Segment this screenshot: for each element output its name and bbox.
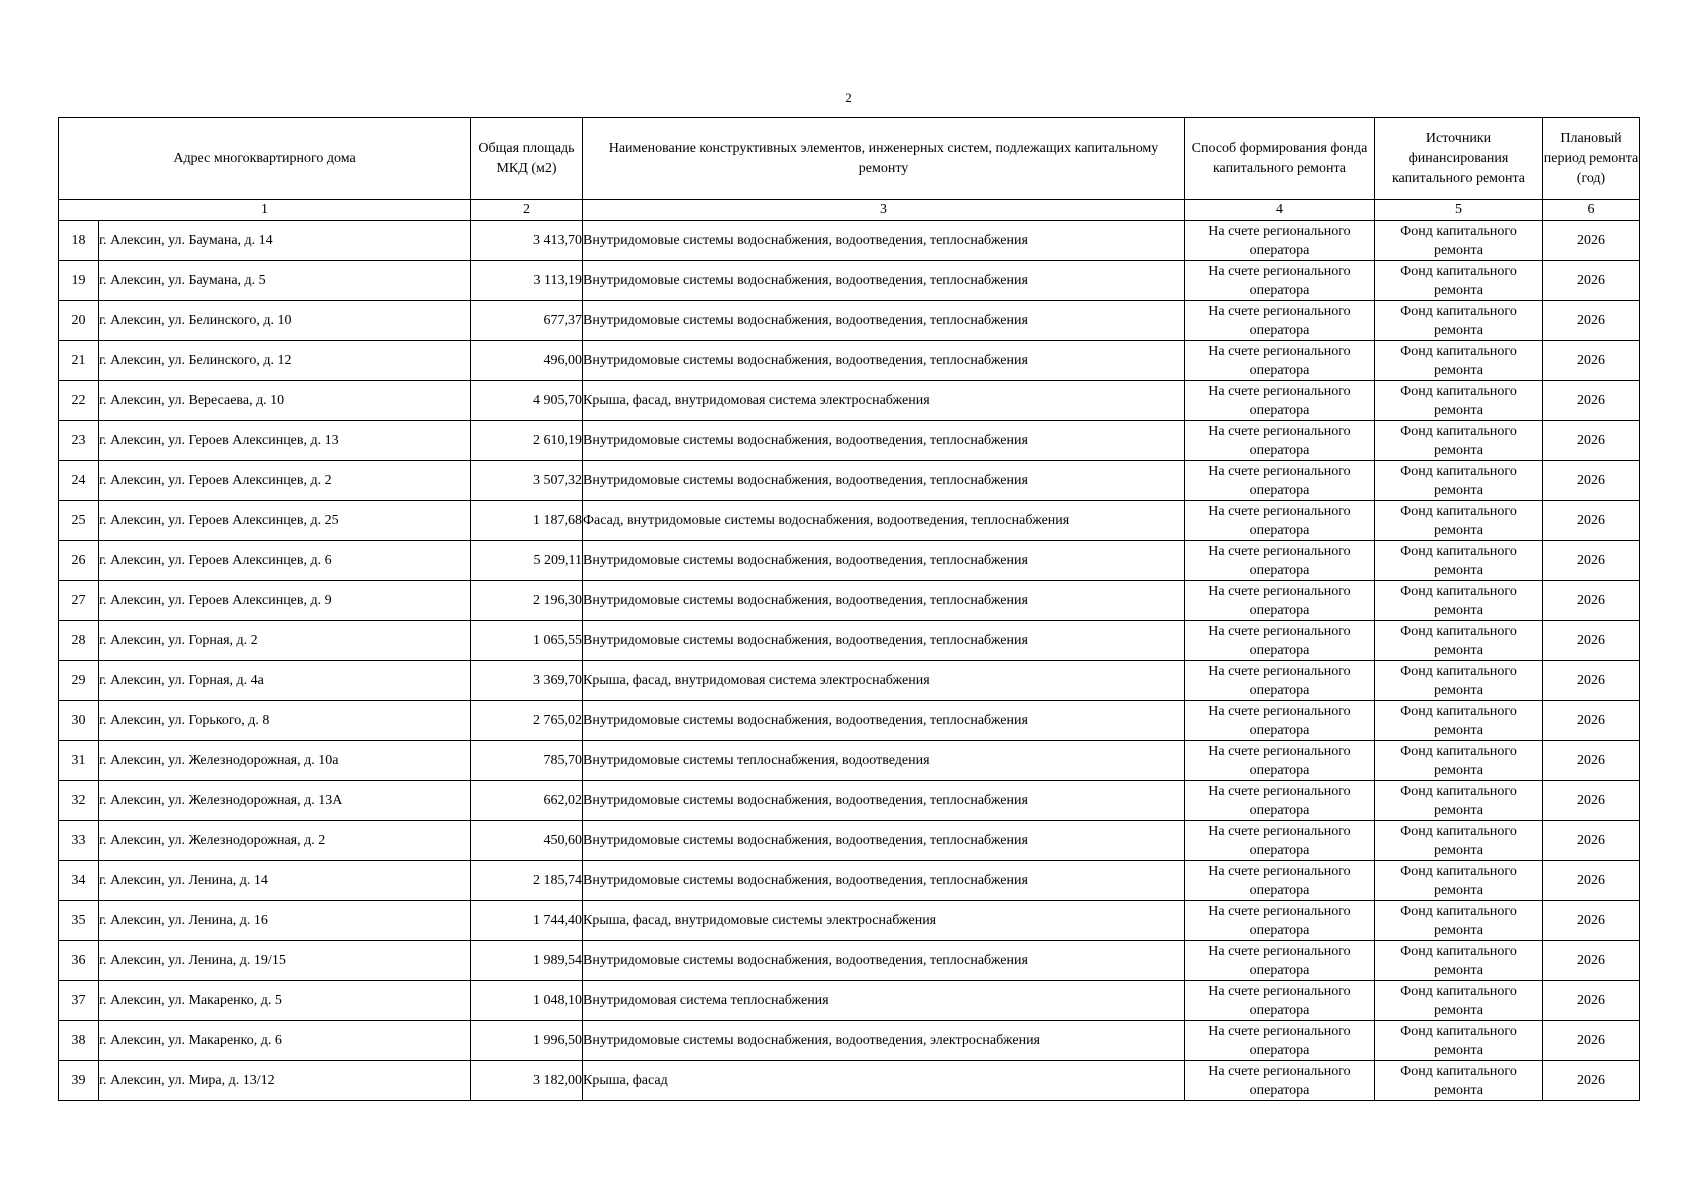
- page-number: 2: [845, 90, 852, 105]
- row-area: 2 765,02: [471, 701, 583, 741]
- table-row: [59, 541, 1640, 581]
- row-method: На счете регионального оператора: [1185, 301, 1375, 341]
- row-source: Фонд капитального ремонта: [1375, 301, 1543, 341]
- row-address: г. Алексин, ул. Железнодорожная, д. 10а: [99, 741, 471, 781]
- row-number: 18: [59, 221, 99, 261]
- table-row: [59, 941, 1640, 981]
- table-row: [59, 661, 1640, 701]
- row-area: 2 610,19: [471, 421, 583, 461]
- row-source: Фонд капитального ремонта: [1375, 381, 1543, 421]
- row-source: Фонд капитального ремонта: [1375, 541, 1543, 581]
- row-area: 1 996,50: [471, 1021, 583, 1061]
- row-number: 35: [59, 901, 99, 941]
- row-number: 29: [59, 661, 99, 701]
- row-method: На счете регионального оператора: [1185, 781, 1375, 821]
- row-source: Фонд капитального ремонта: [1375, 501, 1543, 541]
- row-address: г. Алексин, ул. Героев Алексинцев, д. 9: [99, 581, 471, 621]
- row-area: 2 196,30: [471, 581, 583, 621]
- row-method: На счете регионального оператора: [1185, 941, 1375, 981]
- row-number: 32: [59, 781, 99, 821]
- row-area: 3 369,70: [471, 661, 583, 701]
- table-row: [59, 781, 1640, 821]
- row-method: На счете регионального оператора: [1185, 661, 1375, 701]
- row-year: 2026: [1543, 661, 1640, 701]
- row-method: На счете регионального оператора: [1185, 701, 1375, 741]
- row-year: 2026: [1543, 941, 1640, 981]
- row-source: Фонд капитального ремонта: [1375, 1021, 1543, 1061]
- row-area: 1 989,54: [471, 941, 583, 981]
- row-source: Фонд капитального ремонта: [1375, 621, 1543, 661]
- table-row: [59, 461, 1640, 501]
- row-method: На счете регионального оператора: [1185, 501, 1375, 541]
- row-address: г. Алексин, ул. Героев Алексинцев, д. 25: [99, 501, 471, 541]
- row-method: На счете регионального оператора: [1185, 341, 1375, 381]
- row-area: 2 185,74: [471, 861, 583, 901]
- row-method: На счете регионального оператора: [1185, 381, 1375, 421]
- row-year: 2026: [1543, 221, 1640, 261]
- row-method: На счете регионального оператора: [1185, 621, 1375, 661]
- row-area: 3 413,70: [471, 221, 583, 261]
- row-area: 3 182,00: [471, 1061, 583, 1101]
- table-row: [59, 301, 1640, 341]
- row-address: г. Алексин, ул. Железнодорожная, д. 2: [99, 821, 471, 861]
- row-number: 24: [59, 461, 99, 501]
- row-number: 31: [59, 741, 99, 781]
- row-year: 2026: [1543, 581, 1640, 621]
- row-area: 5 209,11: [471, 541, 583, 581]
- row-number: 21: [59, 341, 99, 381]
- row-year: 2026: [1543, 821, 1640, 861]
- row-number: 23: [59, 421, 99, 461]
- row-method: На счете регионального оператора: [1185, 861, 1375, 901]
- row-address: г. Алексин, ул. Белинского, д. 10: [99, 301, 471, 341]
- row-year: 2026: [1543, 981, 1640, 1021]
- row-elements: Внутридомовая система теплоснабжения: [583, 981, 1185, 1021]
- row-source: Фонд капитального ремонта: [1375, 741, 1543, 781]
- row-source: Фонд капитального ремонта: [1375, 981, 1543, 1021]
- row-number: 19: [59, 261, 99, 301]
- row-source: Фонд капитального ремонта: [1375, 821, 1543, 861]
- row-method: На счете регионального оператора: [1185, 1061, 1375, 1101]
- row-number: 28: [59, 621, 99, 661]
- header-address: Адрес многоквартирного дома: [59, 118, 471, 200]
- row-elements: Внутридомовые системы водоснабжения, водоотведения, теплоснабжения: [583, 701, 1185, 741]
- table-row: [59, 341, 1640, 381]
- row-elements: Внутридомовые системы водоснабжения, водоотведения, теплоснабжения: [583, 581, 1185, 621]
- row-area: 785,70: [471, 741, 583, 781]
- row-method: На счете регионального оператора: [1185, 261, 1375, 301]
- row-year: 2026: [1543, 781, 1640, 821]
- row-area: 3 507,32: [471, 461, 583, 501]
- row-year: 2026: [1543, 621, 1640, 661]
- table-row: [59, 621, 1640, 661]
- row-elements: Внутридомовые системы водоснабжения, водоотведения, теплоснабжения: [583, 821, 1185, 861]
- row-area: 662,02: [471, 781, 583, 821]
- row-source: Фонд капитального ремонта: [1375, 421, 1543, 461]
- row-year: 2026: [1543, 741, 1640, 781]
- row-number: 36: [59, 941, 99, 981]
- table-row: [59, 581, 1640, 621]
- row-source: Фонд капитального ремонта: [1375, 341, 1543, 381]
- row-area: 1 744,40: [471, 901, 583, 941]
- row-number: 20: [59, 301, 99, 341]
- row-elements: Внутридомовые системы водоснабжения, водоотведения, теплоснабжения: [583, 781, 1185, 821]
- row-source: Фонд капитального ремонта: [1375, 581, 1543, 621]
- table-row: [59, 501, 1640, 541]
- row-elements: Крыша, фасад, внутридомовая система электроснабжения: [583, 661, 1185, 701]
- table-row: [59, 381, 1640, 421]
- row-source: Фонд капитального ремонта: [1375, 701, 1543, 741]
- row-address: г. Алексин, ул. Вересаева, д. 10: [99, 381, 471, 421]
- row-method: На счете регионального оператора: [1185, 821, 1375, 861]
- row-elements: Внутридомовые системы водоснабжения, водоотведения, теплоснабжения: [583, 541, 1185, 581]
- row-area: 496,00: [471, 341, 583, 381]
- row-source: Фонд капитального ремонта: [1375, 901, 1543, 941]
- row-number: 25: [59, 501, 99, 541]
- table-row: [59, 421, 1640, 461]
- table-row: [59, 221, 1640, 261]
- column-number: 3: [583, 200, 1185, 221]
- row-source: Фонд капитального ремонта: [1375, 1061, 1543, 1101]
- row-source: Фонд капитального ремонта: [1375, 261, 1543, 301]
- row-area: 1 048,10: [471, 981, 583, 1021]
- row-number: 39: [59, 1061, 99, 1101]
- row-area: 677,37: [471, 301, 583, 341]
- row-area: 450,60: [471, 821, 583, 861]
- row-area: 1 065,55: [471, 621, 583, 661]
- header-method: Способ формирования фонда капитального ремонта: [1185, 118, 1375, 200]
- row-elements: Внутридомовые системы водоснабжения, водоотведения, теплоснабжения: [583, 341, 1185, 381]
- row-source: Фонд капитального ремонта: [1375, 221, 1543, 261]
- row-elements: Внутридомовые системы теплоснабжения, водоотведения: [583, 741, 1185, 781]
- row-address: г. Алексин, ул. Ленина, д. 16: [99, 901, 471, 941]
- row-address: г. Алексин, ул. Баумана, д. 14: [99, 221, 471, 261]
- row-source: Фонд капитального ремонта: [1375, 661, 1543, 701]
- column-number: 1: [59, 200, 471, 221]
- row-method: На счете регионального оператора: [1185, 421, 1375, 461]
- row-number: 26: [59, 541, 99, 581]
- row-elements: Крыша, фасад: [583, 1061, 1185, 1101]
- column-number: 2: [471, 200, 583, 221]
- row-address: г. Алексин, ул. Баумана, д. 5: [99, 261, 471, 301]
- column-number: 4: [1185, 200, 1375, 221]
- column-number-row: [59, 200, 1640, 221]
- row-area: 4 905,70: [471, 381, 583, 421]
- row-year: 2026: [1543, 1061, 1640, 1101]
- table-row: [59, 1061, 1640, 1101]
- row-source: Фонд капитального ремонта: [1375, 941, 1543, 981]
- row-address: г. Алексин, ул. Железнодорожная, д. 13А: [99, 781, 471, 821]
- row-elements: Внутридомовые системы водоснабжения, водоотведения, теплоснабжения: [583, 461, 1185, 501]
- table-row: [59, 861, 1640, 901]
- row-address: г. Алексин, ул. Героев Алексинцев, д. 2: [99, 461, 471, 501]
- row-address: г. Алексин, ул. Горная, д. 2: [99, 621, 471, 661]
- row-elements: Фасад, внутридомовые системы водоснабжения, водоотведения, теплоснабжения: [583, 501, 1185, 541]
- row-address: г. Алексин, ул. Мира, д. 13/12: [99, 1061, 471, 1101]
- row-year: 2026: [1543, 301, 1640, 341]
- row-elements: Крыша, фасад, внутридомовая система электроснабжения: [583, 381, 1185, 421]
- row-elements: Внутридомовые системы водоснабжения, водоотведения, теплоснабжения: [583, 861, 1185, 901]
- row-method: На счете регионального оператора: [1185, 581, 1375, 621]
- row-number: 33: [59, 821, 99, 861]
- row-address: г. Алексин, ул. Ленина, д. 14: [99, 861, 471, 901]
- row-elements: Внутридомовые системы водоснабжения, водоотведения, электроснабжения: [583, 1021, 1185, 1061]
- row-method: На счете регионального оператора: [1185, 461, 1375, 501]
- header-row: [59, 118, 1640, 200]
- table-row: [59, 701, 1640, 741]
- row-method: На счете регионального оператора: [1185, 901, 1375, 941]
- row-method: На счете регионального оператора: [1185, 1021, 1375, 1061]
- table-row: [59, 821, 1640, 861]
- row-source: Фонд капитального ремонта: [1375, 461, 1543, 501]
- row-address: г. Алексин, ул. Макаренко, д. 6: [99, 1021, 471, 1061]
- row-year: 2026: [1543, 861, 1640, 901]
- table-row: [59, 741, 1640, 781]
- row-year: 2026: [1543, 381, 1640, 421]
- row-address: г. Алексин, ул. Горная, д. 4а: [99, 661, 471, 701]
- row-year: 2026: [1543, 341, 1640, 381]
- repair-plan-table: [58, 117, 1640, 1101]
- row-year: 2026: [1543, 901, 1640, 941]
- row-elements: Внутридомовые системы водоснабжения, водоотведения, теплоснабжения: [583, 941, 1185, 981]
- header-area: Общая площадь МКД (м2): [471, 118, 583, 200]
- row-address: г. Алексин, ул. Горького, д. 8: [99, 701, 471, 741]
- row-elements: Внутридомовые системы водоснабжения, водоотведения, теплоснабжения: [583, 621, 1185, 661]
- row-year: 2026: [1543, 261, 1640, 301]
- row-area: 3 113,19: [471, 261, 583, 301]
- row-elements: Внутридомовые системы водоснабжения, водоотведения, теплоснабжения: [583, 301, 1185, 341]
- row-source: Фонд капитального ремонта: [1375, 861, 1543, 901]
- column-number: 6: [1543, 200, 1640, 221]
- table-row: [59, 261, 1640, 301]
- row-year: 2026: [1543, 1021, 1640, 1061]
- row-number: 37: [59, 981, 99, 1021]
- row-source: Фонд капитального ремонта: [1375, 781, 1543, 821]
- row-method: На счете регионального оператора: [1185, 541, 1375, 581]
- row-number: 30: [59, 701, 99, 741]
- row-year: 2026: [1543, 701, 1640, 741]
- row-area: 1 187,68: [471, 501, 583, 541]
- row-method: На счете регионального оператора: [1185, 741, 1375, 781]
- row-year: 2026: [1543, 501, 1640, 541]
- header-year: Плановый период ремонта (год): [1543, 118, 1640, 200]
- row-address: г. Алексин, ул. Героев Алексинцев, д. 13: [99, 421, 471, 461]
- row-elements: Внутридомовые системы водоснабжения, водоотведения, теплоснабжения: [583, 261, 1185, 301]
- row-number: 34: [59, 861, 99, 901]
- row-year: 2026: [1543, 421, 1640, 461]
- row-elements: Крыша, фасад, внутридомовые системы электроснабжения: [583, 901, 1185, 941]
- row-address: г. Алексин, ул. Ленина, д. 19/15: [99, 941, 471, 981]
- row-number: 27: [59, 581, 99, 621]
- table-row: [59, 901, 1640, 941]
- row-method: На счете регионального оператора: [1185, 981, 1375, 1021]
- column-number: 5: [1375, 200, 1543, 221]
- row-method: На счете регионального оператора: [1185, 221, 1375, 261]
- table-row: [59, 1021, 1640, 1061]
- row-year: 2026: [1543, 461, 1640, 501]
- row-address: г. Алексин, ул. Белинского, д. 12: [99, 341, 471, 381]
- table-body: [59, 221, 1640, 1101]
- row-number: 22: [59, 381, 99, 421]
- row-address: г. Алексин, ул. Макаренко, д. 5: [99, 981, 471, 1021]
- row-elements: Внутридомовые системы водоснабжения, водоотведения, теплоснабжения: [583, 421, 1185, 461]
- table-row: [59, 981, 1640, 1021]
- header-source: Источники финансирования капитального ремонта: [1375, 118, 1543, 200]
- header-elements: Наименование конструктивных элементов, инженерных систем, подлежащих капитальному ремонту: [583, 118, 1185, 200]
- row-year: 2026: [1543, 541, 1640, 581]
- row-number: 38: [59, 1021, 99, 1061]
- row-address: г. Алексин, ул. Героев Алексинцев, д. 6: [99, 541, 471, 581]
- row-elements: Внутридомовые системы водоснабжения, водоотведения, теплоснабжения: [583, 221, 1185, 261]
